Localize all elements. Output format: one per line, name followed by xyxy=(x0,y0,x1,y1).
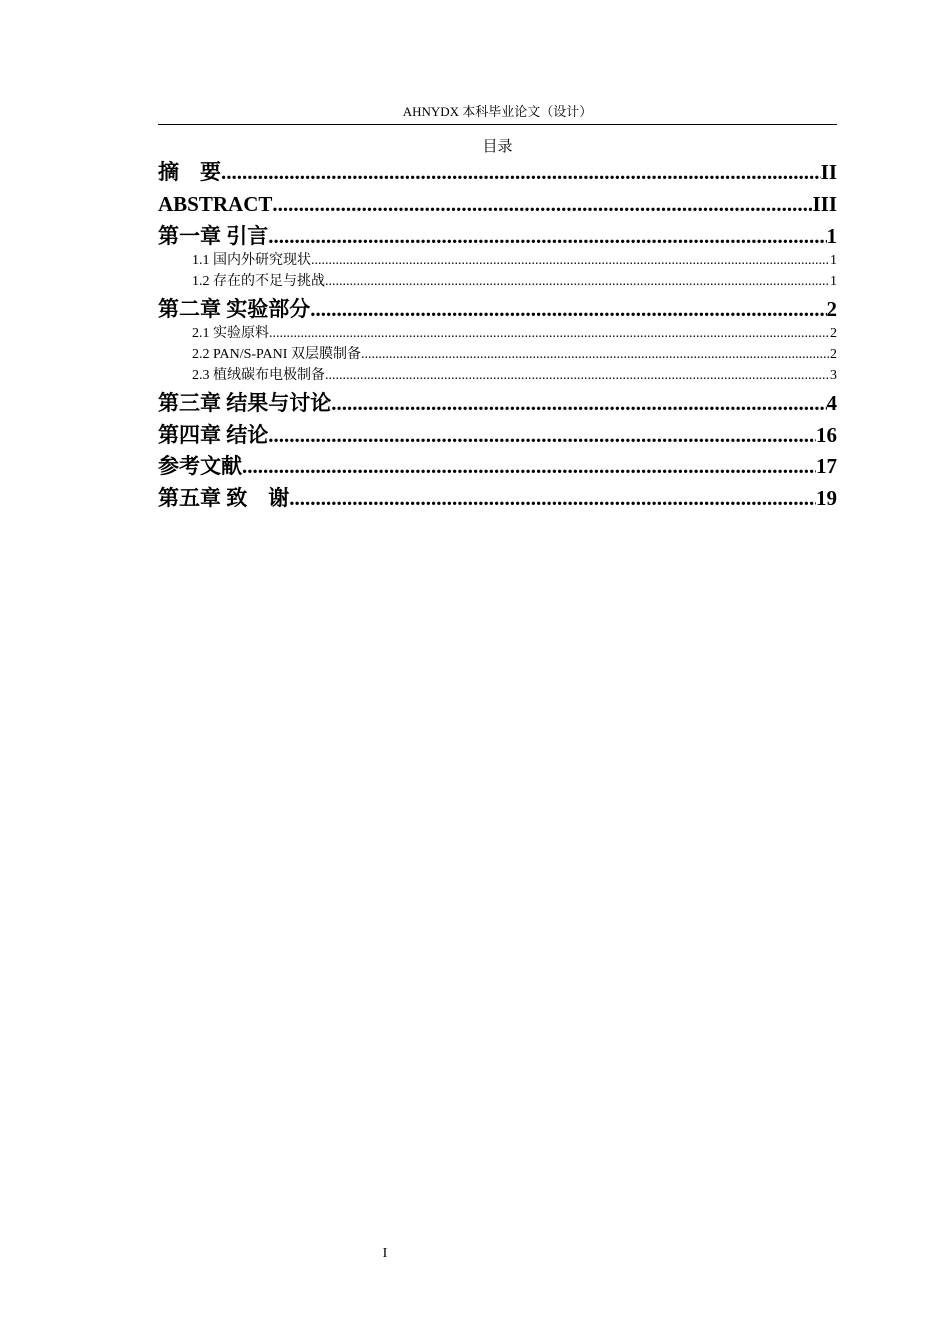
toc-leader-dots xyxy=(325,366,830,386)
toc-entry-page: 3 xyxy=(830,368,837,383)
toc-leader-dots xyxy=(361,345,830,365)
toc-leader-dots xyxy=(242,452,816,480)
toc-entry-references[interactable] xyxy=(158,452,837,480)
toc-entry-chapter-3[interactable] xyxy=(158,389,837,417)
toc-entry-label: 1.2 存在的不足与挑战 xyxy=(192,274,325,289)
toc-leader-dots xyxy=(221,158,821,186)
toc-entry-label: 第二章 实验部分 xyxy=(158,297,311,321)
toc-entry-chapter-5[interactable] xyxy=(158,484,837,512)
toc-entry-section-2-2[interactable] xyxy=(192,345,837,365)
toc-entry-label: 摘 要 xyxy=(158,160,221,184)
toc-leader-dots xyxy=(269,324,830,344)
toc-leader-dots xyxy=(331,389,826,417)
toc-entry-label: 参考文献 xyxy=(158,454,242,478)
toc-entry-page: 16 xyxy=(816,423,837,447)
toc-entry-page: 1 xyxy=(826,224,837,248)
toc-entry-page: 2 xyxy=(830,347,837,362)
toc-entry-label: 1.1 国内外研究现状 xyxy=(192,253,311,268)
toc-entry-chapter-2[interactable] xyxy=(158,295,837,323)
toc-entry-section-2-1[interactable] xyxy=(192,324,837,344)
toc-leader-dots xyxy=(268,222,826,250)
toc-entry-page: 19 xyxy=(816,486,837,510)
page-number: I xyxy=(382,1246,388,1261)
page-header xyxy=(158,103,837,125)
toc-entry-abstract-en[interactable] xyxy=(158,190,837,218)
toc-entry-label: 第三章 结果与讨论 xyxy=(158,391,332,415)
toc-entry-label: ABSTRACT xyxy=(158,192,273,216)
toc-leader-dots xyxy=(289,484,816,512)
toc-entry-chapter-1[interactable] xyxy=(158,222,837,250)
toc-entry-label: 2.2 PAN/S-PANI 双层膜制备 xyxy=(192,347,361,362)
toc-entry-page: 2 xyxy=(830,326,837,341)
toc-entry-page: 17 xyxy=(816,454,837,478)
toc-leader-dots xyxy=(325,272,830,292)
toc-entry-label: 2.3 植绒碳布电极制备 xyxy=(192,368,325,383)
toc-leader-dots xyxy=(268,421,816,449)
toc-entry-page: III xyxy=(812,192,837,216)
toc-entry-page: 1 xyxy=(830,274,837,289)
toc-entry-abstract-cn[interactable] xyxy=(158,158,837,186)
toc-entry-page: 2 xyxy=(826,297,837,321)
toc-entry-label: 第一章 引言 xyxy=(158,224,269,248)
toc-entry-section-2-3[interactable] xyxy=(192,366,837,386)
toc-entry-section-1-1[interactable] xyxy=(192,251,837,271)
toc-entry-page: 4 xyxy=(826,391,837,415)
toc-entry-label: 2.1 实验原料 xyxy=(192,326,269,341)
toc-leader-dots xyxy=(311,251,830,271)
toc-entry-label: 第四章 结论 xyxy=(158,423,269,447)
toc-title: 目录 xyxy=(482,139,513,155)
toc-leader-dots xyxy=(310,295,826,323)
toc-entry-page: II xyxy=(820,160,837,184)
toc-entry-chapter-4[interactable] xyxy=(158,421,837,449)
toc-entry-page: 1 xyxy=(830,253,837,268)
toc-leader-dots xyxy=(272,190,812,218)
toc-entry-label: 第五章 致 谢 xyxy=(158,486,290,510)
toc-entry-section-1-2[interactable] xyxy=(192,272,837,292)
header-text: AHNYDX 本科毕业论文（设计） xyxy=(402,104,593,119)
